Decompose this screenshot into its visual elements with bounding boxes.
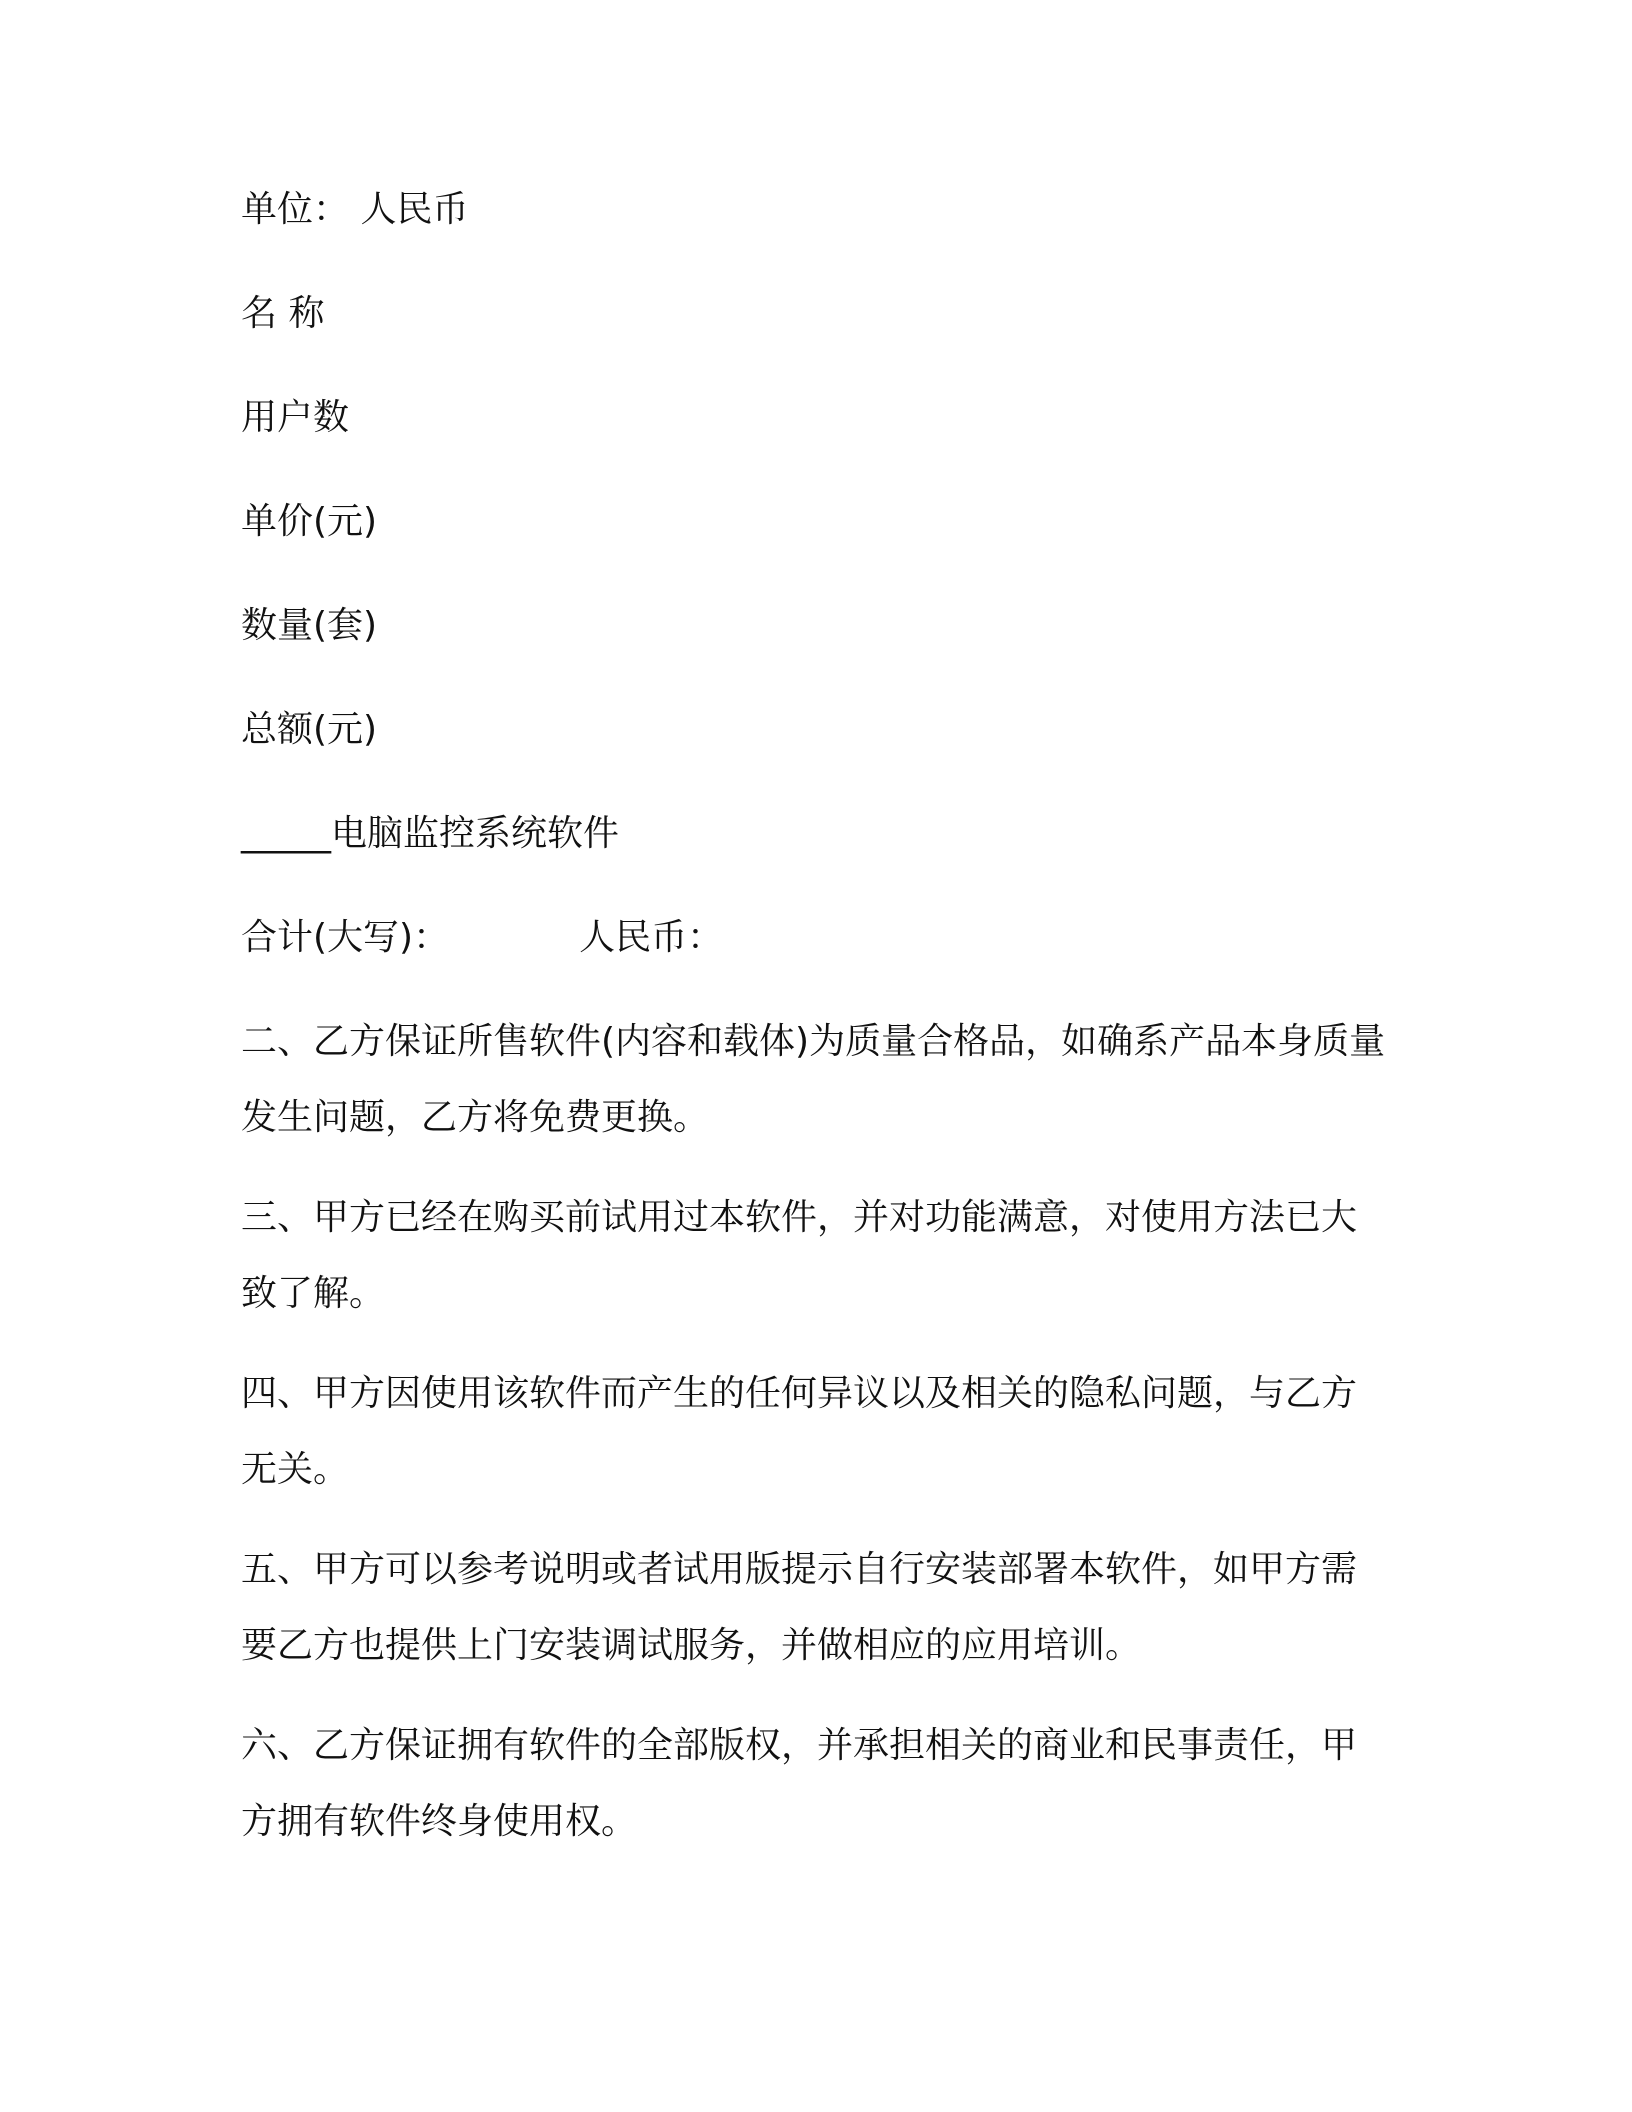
total-currency: 人民币： [579,917,724,958]
clause-6: 六、乙方保证拥有软件的全部版权，并承担相关的商业和民事责任，甲方拥有软件终身使用权。 [241,1725,1358,1842]
clause-2: 二、乙方保证所售软件(内容和载体)为质量合格品，如确系产品本身质量发生问题，乙方将免费更换。 [241,1021,1386,1138]
total-label: 合计(大写)： [241,917,450,958]
field-quantity: 数量(套) [241,605,378,646]
field-name: 名 称 [241,293,325,334]
field-users: 用户数 [241,397,350,438]
field-total: 总额(元) [241,709,378,750]
field-unit-price: 单价(元) [241,501,378,542]
product-line: _____电脑监控系统软件 [241,813,620,854]
clause-4: 四、甲方因使用该软件而产生的任何异议以及相关的隐私问题，与乙方无关。 [241,1373,1358,1490]
unit-line: 单位： 人民币 [241,189,469,230]
clause-3: 三、甲方已经在购买前试用过本软件，并对功能满意，对使用方法已大致了解。 [241,1197,1358,1314]
total-line [241,916,1391,960]
document-body [241,188,1391,1884]
clause-5: 五、甲方可以参考说明或者试用版提示自行安装部署本软件，如甲方需要乙方也提供上门安装调试服务，并做相应的应用培训。 [241,1549,1358,1666]
